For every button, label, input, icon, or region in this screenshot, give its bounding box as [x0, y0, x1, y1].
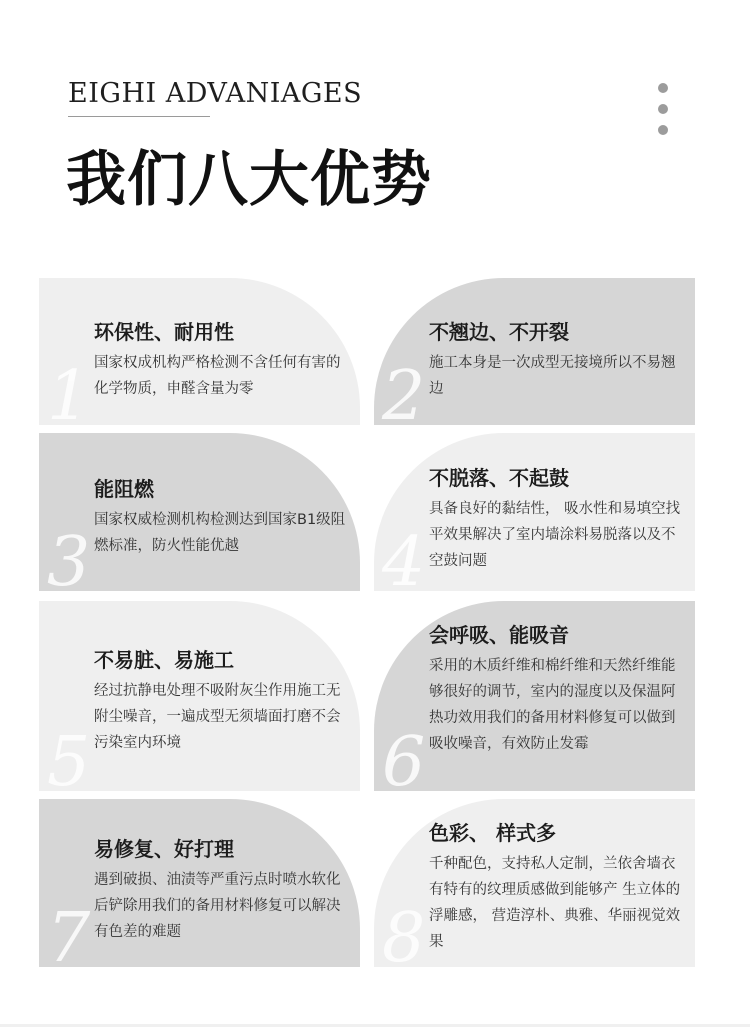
feature-card-5 [39, 601, 360, 791]
page-title: 我们八大优势 [66, 145, 432, 215]
feature-card-6 [374, 601, 695, 791]
card-title: 会呼吸、能吸音 [429, 623, 569, 647]
card-title: 不易脏、易施工 [94, 648, 234, 672]
subtitle-divider [68, 116, 210, 117]
card-number: 4 [382, 523, 426, 591]
card-title: 能阻燃 [94, 477, 154, 501]
card-title: 色彩、 样式多 [429, 821, 556, 845]
feature-card-2 [374, 278, 695, 425]
card-number: 1 [47, 357, 91, 425]
card-number: 6 [382, 723, 426, 791]
card-title: 易修复、好打理 [94, 837, 234, 861]
card-description: 遇到破损、油渍等严重污点时喷水软化后铲除用我们的备用材料修复可以解决有色差的难题 [94, 872, 341, 940]
card-title: 不脱落、不起鼓 [429, 466, 569, 490]
card-title: 环保性、耐用性 [94, 320, 234, 344]
card-number: 2 [382, 357, 426, 425]
vertical-dots-icon [658, 83, 670, 146]
card-number: 3 [47, 523, 91, 591]
card-description: 采用的木质纤维和棉纤维和天然纤维能够很好的调节，室内的湿度以及保温阿热功效用我们的备用材料修复可以做到吸收噪音，有效防止发霉 [429, 658, 676, 752]
feature-card-1 [39, 278, 360, 425]
card-number: 7 [47, 899, 91, 967]
feature-card-7 [39, 799, 360, 967]
card-description: 国家权威检测机构检测达到国家B1级阻燃标准，防火性能优越 [94, 512, 346, 554]
card-number: 8 [382, 899, 426, 967]
feature-card-4 [374, 433, 695, 591]
feature-card-3 [39, 433, 360, 591]
card-description: 具备良好的黏结性， 吸水性和易填空找平效果解决了室内墙涂料易脱落以及不空鼓问题 [429, 501, 681, 569]
card-description: 施工本身是一次成型无接境所以不易翘边 [429, 355, 676, 397]
card-number: 5 [47, 723, 91, 791]
card-description: 经过抗静电处理不吸附灰尘作用施工无附尘噪音，一遍成型无须墙面打磨不会污染室内环境 [94, 683, 341, 751]
card-description: 国家权成机构严格检测不含任何有害的化学物质，申醛含量为零 [94, 355, 341, 397]
header-subtitle: EIGHI ADVANIAGES [68, 78, 363, 109]
feature-card-8 [374, 799, 695, 967]
card-description: 千种配色，支持私人定制，兰依舍墙衣有特有的纹理质感做到能够产 生立体的浮雕感， 营造淳朴、典雅、华丽视觉效果 [429, 856, 681, 950]
card-title: 不翘边、不开裂 [429, 320, 569, 344]
